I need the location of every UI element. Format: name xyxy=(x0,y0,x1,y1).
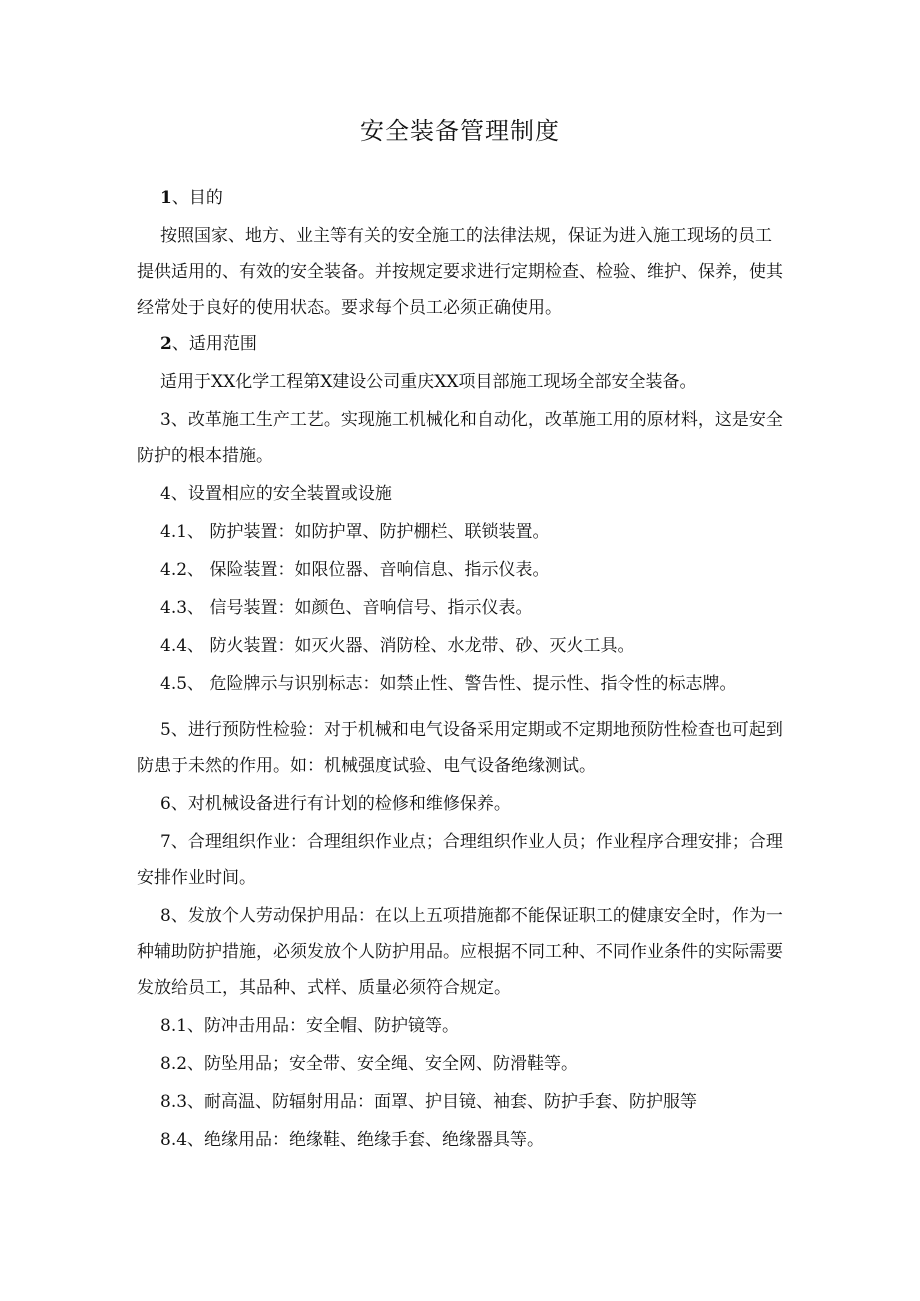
item-8-1: 8.1、防冲击用品：安全帽、防护镜等。 xyxy=(160,1016,460,1036)
section-6-paragraph: 6、对机械设备进行有计划的检修和维修保养。 xyxy=(160,794,511,814)
section-3-paragraph: 3、改革施工生产工艺。实现施工机械化和自动化，改革施工用的原材料，这是安全防护的根本措施。 xyxy=(137,410,783,466)
section-8-paragraph: 8、发放个人劳动保护用品：在以上五项措施都不能保证职工的健康安全时，作为一种辅助防护措施，必须发放个人防护用品。应根据不同工种、不同作业条件的实际需要发放给员工，其品种、式样、质量必须符合规定。 xyxy=(137,906,783,998)
section-5-paragraph: 5、进行预防性检验：对于机械和电气设备采用定期或不定期地预防性检查也可起到防患于未然的作用。如：机械强度试验、电气设备绝缘测试。 xyxy=(137,720,783,776)
section-number: 1 xyxy=(160,188,172,208)
section-4-heading: 4、设置相应的安全装置或设施 xyxy=(160,484,392,504)
section-1-heading: 1、目的 xyxy=(160,188,223,208)
item-4-4: 4.4、 防火装置：如灭火器、消防栓、水龙带、砂、灭火工具。 xyxy=(160,636,635,656)
document-title: 安全装备管理制度 xyxy=(360,117,560,145)
item-8-2: 8.2、防坠用品；安全带、安全绳、安全网、防滑鞋等。 xyxy=(160,1054,579,1074)
section-7-paragraph: 7、合理组织作业：合理组织作业点；合理组织作业人员；作业程序合理安排；合理安排作业时间。 xyxy=(137,832,783,888)
document-body xyxy=(137,180,787,1158)
item-4-1: 4.1、 防护装置：如防护罩、防护棚栏、联锁装置。 xyxy=(160,522,550,542)
item-8-3: 8.3、耐高温、防辐射用品：面罩、护目镜、袖套、防护手套、防护服等 xyxy=(160,1092,698,1112)
section-2-heading: 2、适用范围 xyxy=(160,334,257,354)
section-1-paragraph: 按照国家、地方、业主等有关的安全施工的法律法规，保证为进入施工现场的员工提供适用的、有效的安全装备。并按规定要求进行定期检查、检验、维护、保养，使其经常处于良好的使用状态。要求每个员工必须正确使用。 xyxy=(137,226,783,318)
item-4-2: 4.2、 保险装置：如限位器、音响信息、指示仪表。 xyxy=(160,560,550,580)
item-4-5: 4.5、 危险牌示与识别标志：如禁止性、警告性、提示性、指令性的标志牌。 xyxy=(160,674,737,694)
item-4-3: 4.3、 信号装置：如颜色、音响信号、指示仪表。 xyxy=(160,598,533,618)
section-number: 2 xyxy=(160,334,172,354)
section-2-paragraph: 适用于XX化学工程第X建设公司重庆XX项目部施工现场全部安全装备。 xyxy=(160,372,697,392)
item-8-4: 8.4、绝缘用品：绝缘鞋、绝缘手套、绝缘器具等。 xyxy=(160,1130,545,1150)
